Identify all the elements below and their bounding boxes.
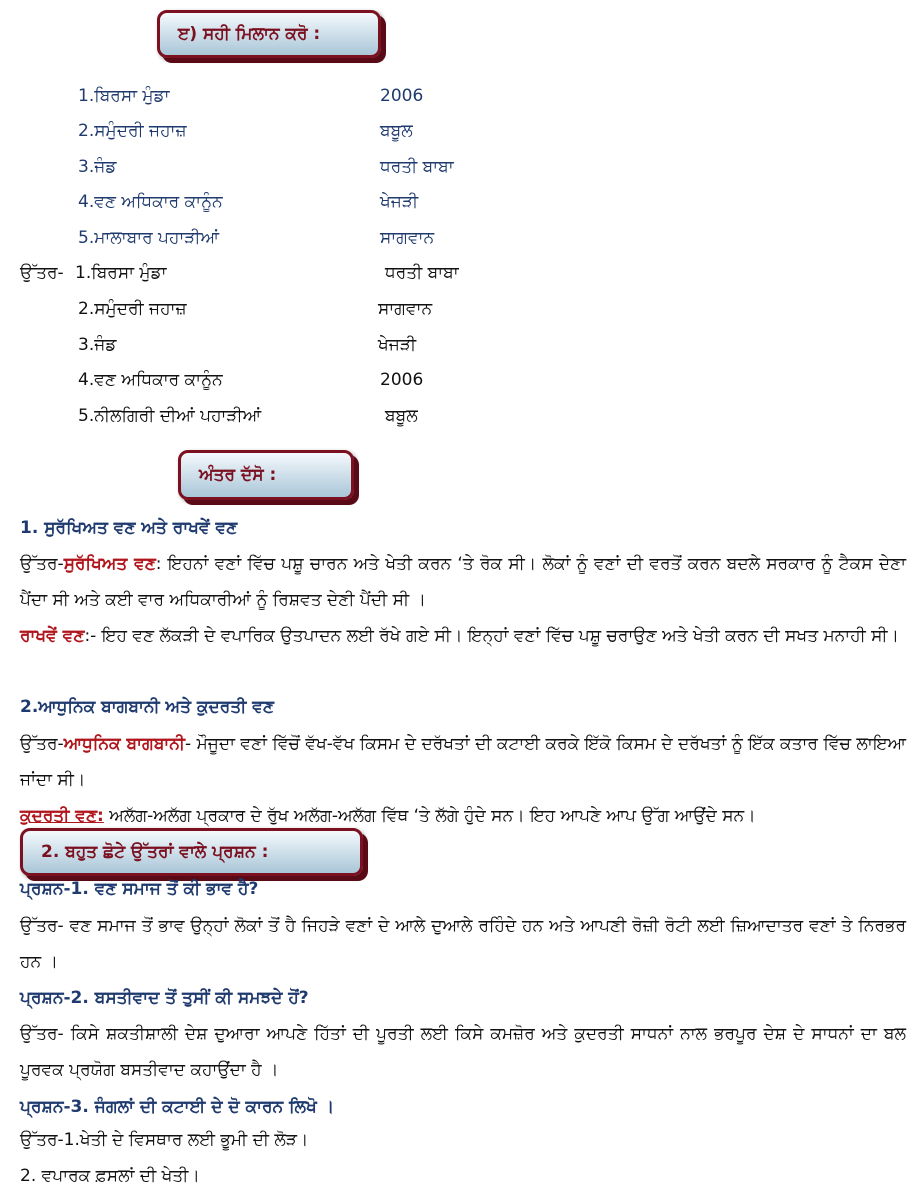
short-a1: ਉੱਤਰ- ਵਣ ਸਮਾਜ ਤੋਂ ਭਾਵ ਉਨ੍ਹਾਂ ਲੋਕਾਂ ਤੋਂ ਹੈ ਜਿਹੜੇ ਵਣਾਂ ਦੇ ਆਲੇ ਦੁਆਲੇ ਰਹਿੰਦੇ ਹਨ ਅਤੇ ਆਪਣੀ ਰੋਜ਼ੀ ਰੋਟੀ ਲਈ ਜ਼ਿਆਦਾਤਰ ਵਣਾਂ ਤੇ ਨਿਰਭਰ ਹਨ । [20, 916, 906, 972]
term-natural-forest: ਕੁਦਰਤੀ ਵਣ: [20, 806, 104, 826]
match-left-1: 1.ਬਿਰਸਾ ਮੁੰਡਾ [78, 86, 170, 106]
answer-left-2: 2.ਸਮੁੰਦਰੀ ਜਹਾਜ਼ [78, 299, 187, 319]
short-q1: ਪ੍ਰਸ਼ਨ-1. ਵਣ ਸਮਾਜ ਤੋਂ ਕੀ ਭਾਵ ਹੈ? [20, 879, 259, 899]
match-right-5: ਸਾਗਵਾਨ [380, 228, 435, 248]
answer-left-5: 5.ਨੀਲਗਿਰੀ ਦੀਆਂ ਪਹਾੜੀਆਂ [78, 406, 262, 426]
diff-q2-title: 2.ਆਧੁਨਿਕ ਬਾਗਬਾਨੀ ਅਤੇ ਕੁਦਰਤੀ ਵਣ [20, 697, 274, 717]
match-right-1: 2006 [380, 86, 424, 106]
diff-q2-answer-1 [20, 726, 906, 798]
match-left-5: 5.ਮਾਲਾਬਾਰ ਪਹਾੜੀਆਂ [78, 228, 220, 248]
match-right-2: ਬਬੂਲ [380, 121, 413, 141]
match-heading-text: ੲ) ਸਹੀ ਮਿਲਾਨ ਕਰੋ : [178, 24, 321, 44]
diff-q1-title: 1. ਸੁਰੱਖਿਅਤ ਵਣ ਅਤੇ ਰਾਖਵੇਂ ਵਣ [20, 518, 238, 538]
diff-q1-prefix: ਉੱਤਰ- [20, 554, 64, 574]
answer-left-4: 4.ਵਣ ਅਧਿਕਾਰ ਕਾਨੂੰਨ [78, 370, 223, 390]
match-heading [157, 10, 381, 58]
diff-q1-text-1: : ਇਹਨਾਂ ਵਣਾਂ ਵਿੱਚ ਪਸ਼ੂ ਚਾਰਨ ਅਤੇ ਖੇਤੀ ਕਰਨ ‘ਤੇ ਰੋਕ ਸੀ। ਲੋਕਾਂ ਨੂੰ ਵਣਾਂ ਦੀ ਵਰਤੋਂ ਕਰਨ ਬਦਲੇ ਸਰਕਾਰ ਨੂੰ ਟੈਕਸ ਦੇਣਾ ਪੈਂਦਾ ਸੀ ਅਤੇ ਕਈ ਵਾਰ ਅਧਿਕਾਰੀਆਂ ਨੂੰ ਰਿਸ਼ਵਤ ਦੇਣੀ ਪੈਂਦੀ ਸੀ । [20, 554, 907, 610]
short-q2: ਪ੍ਰਸ਼ਨ-2. ਬਸਤੀਵਾਦ ਤੋਂ ਤੁਸੀਂ ਕੀ ਸਮਝਦੇ ਹੋਂ? [20, 988, 309, 1008]
answer-right-4: 2006 [380, 370, 424, 390]
answer-right-3: ਖੇਜੜੀ [378, 335, 417, 355]
short-q3: ਪ੍ਰਸ਼ਨ-3. ਜੰਗਲਾਂ ਦੀ ਕਟਾਈ ਦੇ ਦੋ ਕਾਰਨ ਲਿਖੋ । [20, 1097, 335, 1117]
short-questions-heading-text: 2. ਬਹੁਤ ਛੋਟੇ ਉੱਤਰਾਂ ਵਾਲੇ ਪ੍ਰਸ਼ਨ : [41, 842, 269, 862]
diff-q1-text-2: :- ਇਹ ਵਣ ਲੱਕੜੀ ਦੇ ਵਪਾਰਿਕ ਉਤਪਾਦਨ ਲਈ ਰੱਖੇ ਗਏ ਸੀ। ਇਨ੍ਹਾਂ ਵਣਾਂ ਵਿੱਚ ਪਸ਼ੂ ਚਰਾਉਣ ਅਤੇ ਖੇਤੀ ਕਰਨ ਦੀ ਸਖਤ ਮਨਾਹੀ ਸੀ। [84, 626, 900, 646]
answer-left-1: 1.ਬਿਰਸਾ ਮੁੰਡਾ [75, 263, 167, 283]
answer-right-5: ਬਬੂਲ [385, 406, 418, 426]
answer-left-3: 3.ਜੰਡ [78, 335, 117, 355]
short-questions-heading [20, 828, 363, 876]
short-a3-1: ਉੱਤਰ-1.ਖੇਤੀ ਦੇ ਵਿਸਥਾਰ ਲਈ ਭੂਮੀ ਦੀ ਲੋੜ। [20, 1130, 309, 1150]
short-a3-2: 2. ਵਪਾਰਕ ਫ਼ਸਲਾਂ ਦੀ ਖੇਤੀ। [20, 1166, 200, 1186]
term-reserved-forest: ਰਾਖਵੇਂ ਵਣ [20, 626, 85, 646]
answer-right-2: ਸਾਗਵਾਨ [378, 299, 433, 319]
match-right-4: ਖੇਜੜੀ [380, 192, 419, 212]
match-left-2: 2.ਸਮੁੰਦਰੀ ਜਹਾਜ਼ [78, 121, 187, 141]
difference-heading [178, 450, 354, 500]
match-right-3: ਧਰਤੀ ਬਾਬਾ [380, 157, 454, 177]
diff-q2-prefix: ਉੱਤਰ- [20, 734, 64, 754]
diff-q2-text-2: ਅਲੱਗ-ਅਲੱਗ ਪ੍ਰਕਾਰ ਦੇ ਰੁੱਖ ਅਲੱਗ-ਅਲੱਗ ਵਿੱਥ ‘ਤੇ ਲੱਗੇ ਹੁੰਦੇ ਸਨ। ਇਹ ਆਪਣੇ ਆਪ ਉੱਗ ਆਉਂਦੇ ਸਨ। [103, 806, 756, 826]
match-left-3: 3.ਜੰਡ [78, 157, 117, 177]
match-left-4: 4.ਵਣ ਅਧਿਕਾਰ ਕਾਨੂੰਨ [78, 192, 223, 212]
difference-heading-text: ਅੰਤਰ ਦੱਸੋ : [199, 465, 277, 485]
answer-right-1: ਧਰਤੀ ਬਾਬਾ [385, 263, 459, 283]
term-protected-forest: ਸੁਰੱਖਿਅਤ ਵਣ [63, 554, 156, 574]
diff-q2-text-1: - ਮੌਜੂਦਾ ਵਣਾਂ ਵਿੱਚੋਂ ਵੱਖ-ਵੱਖ ਕਿਸਮ ਦੇ ਦਰੱਖਤਾਂ ਦੀ ਕਟਾਈ ਕਰਕੇ ਇੱਕੋ ਕਿਸਮ ਦੇ ਦਰੱਖਤਾਂ ਨੂੰ ਇੱਕ ਕਤਾਰ ਵਿੱਚ ਲਾਇਆ ਜਾਂਦਾ ਸੀ। [20, 734, 906, 790]
match-answer-label: ਉੱਤਰ- [20, 263, 64, 283]
diff-q1-answer-2 [20, 618, 906, 654]
diff-q1-answer-1 [20, 546, 906, 618]
short-a2: ਉੱਤਰ- ਕਿਸੇ ਸ਼ਕਤੀਸ਼ਾਲੀ ਦੇਸ਼ ਦੁਆਰਾ ਆਪਣੇ ਹਿੱਤਾਂ ਦੀ ਪੂਰਤੀ ਲਈ ਕਿਸੇ ਕਮਜ਼ੋਰ ਅਤੇ ਕੁਦਰਤੀ ਸਾਧਨਾਂ ਨਾਲ ਭਰਪੂਰ ਦੇਸ਼ ਦੇ ਸਾਧਨਾਂ ਦਾ ਬਲ ਪੂਰਵਕ ਪ੍ਰਯੋਗ ਬਸਤੀਵਾਦ ਕਹਾਉਂਦਾ ਹੈ । [20, 1024, 906, 1080]
term-modern-horticulture: ਆਧੁਨਿਕ ਬਾਗਬਾਨੀ [63, 734, 186, 754]
